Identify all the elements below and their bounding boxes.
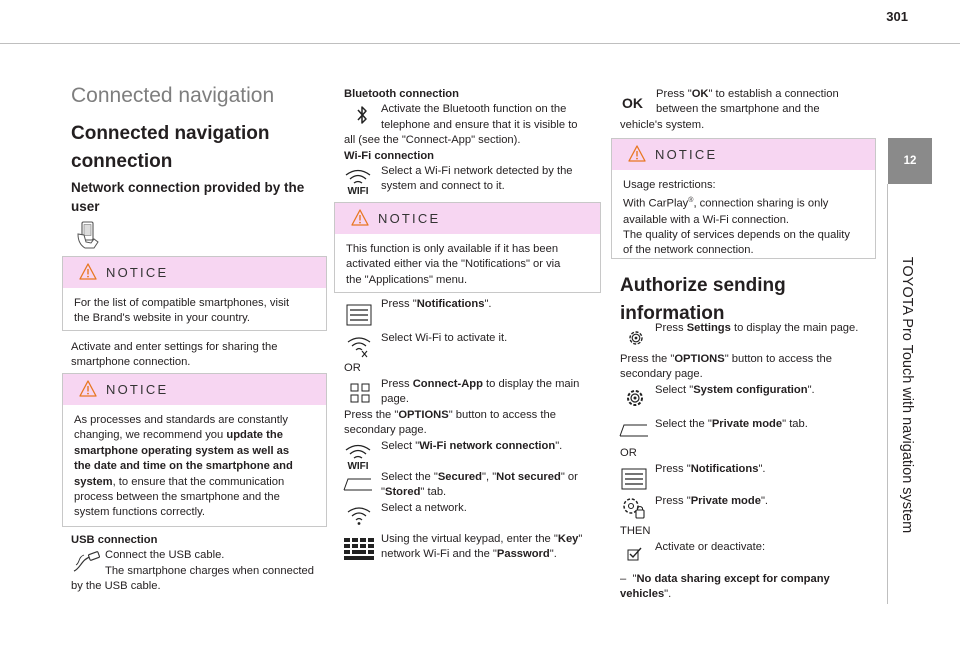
- wifi-heading: Wi-Fi connection: [344, 149, 435, 162]
- bold-text: Secured: [437, 471, 482, 483]
- section-title: Connected navigation: [71, 84, 275, 107]
- text: Press ": [381, 298, 417, 310]
- text: " or: [560, 471, 578, 483]
- sharing-paragraph: [71, 340, 331, 371]
- bold-text: Key: [557, 533, 579, 545]
- usb-cable-icon: [72, 551, 102, 573]
- notice-compatible-phones: [62, 256, 327, 331]
- private-mode-tab-icon: [619, 423, 649, 437]
- notice-line: [74, 444, 315, 459]
- bluetooth-section: [344, 87, 606, 195]
- bold-text: Password: [496, 548, 550, 561]
- text: ".: [760, 495, 769, 507]
- text: ".: [555, 439, 563, 452]
- bt-line: telephone and ensure that it is visible to: [381, 118, 578, 131]
- step-connect-app: [381, 377, 579, 408]
- wifi-icon: [343, 167, 373, 195]
- or-label: OR: [620, 447, 637, 459]
- connect-app-icon: [350, 383, 370, 403]
- step-ok: [620, 87, 882, 133]
- text: " to establish a connection: [708, 88, 839, 100]
- text: Select ": [655, 383, 694, 396]
- warning-icon: [79, 263, 97, 280]
- notice-body: [63, 405, 326, 529]
- chapter-tab[interactable]: 12: [888, 138, 932, 184]
- chapter-side-title: TOYOTA Pro Touch with navigation system: [899, 256, 915, 534]
- notice-line: available with a Wi-Fi connection.: [623, 213, 790, 226]
- notice-line: [74, 459, 315, 474]
- text: ": [632, 573, 637, 585]
- text: ".: [549, 548, 557, 561]
- system-config-gear-icon: [623, 387, 647, 409]
- notifications-icon: [621, 468, 647, 490]
- step-activate: Activate or deactivate:: [655, 541, 766, 553]
- bold-text: Stored: [384, 486, 421, 499]
- registered-mark: ®: [688, 197, 694, 205]
- text: secondary page.: [344, 424, 427, 437]
- text: With CarPlay: [623, 198, 689, 211]
- bold-text: update the: [226, 429, 283, 442]
- notice-line: the "Applications" menu.: [346, 273, 468, 286]
- notice-usage-restrictions: [611, 138, 876, 259]
- notice-body: [63, 288, 326, 335]
- notice-function-availability: [334, 202, 601, 293]
- bold-text: OPTIONS: [398, 409, 449, 421]
- bold-text: System configuration: [693, 383, 808, 396]
- subheading-line2: user: [71, 199, 100, 214]
- text: to display the main page.: [730, 322, 859, 334]
- text: " tab.: [420, 486, 447, 499]
- bold-text: Private mode: [690, 495, 761, 507]
- keypad-icon: [344, 538, 374, 560]
- dash: –: [620, 573, 627, 585]
- wifi-line: Select a Wi-Fi network detected by the: [381, 165, 573, 178]
- notice-line: process between the smartphone and the: [74, 491, 280, 504]
- notice-line: The quality of services depends on the quality: [623, 228, 850, 241]
- bold-text: OK: [691, 88, 709, 100]
- text: network Wi-Fi and the ": [381, 548, 497, 561]
- text: vehicle's system.: [620, 118, 705, 131]
- text: Select the ": [655, 418, 712, 430]
- text: " button to access the: [448, 409, 556, 421]
- private-mode-icon: [621, 496, 647, 520]
- tab-icon: [343, 477, 373, 491]
- bluetooth-heading: Bluetooth connection: [344, 88, 459, 100]
- text: secondary page.: [620, 368, 703, 381]
- notice-update-system: [62, 373, 327, 527]
- bluetooth-icon: [355, 105, 369, 125]
- text: ".: [758, 463, 766, 475]
- text: to display the main: [482, 378, 580, 390]
- text: changing, we recommend you: [74, 429, 227, 442]
- text: Press the ": [620, 353, 675, 365]
- subsection-title-line2: connection: [71, 151, 173, 172]
- smartphone-hand-icon: [74, 220, 104, 250]
- notice-line: system functions correctly.: [74, 506, 205, 519]
- notice-line: of the network connection.: [623, 244, 754, 257]
- bold-text: No data sharing except for company: [636, 573, 830, 585]
- notice-header: [63, 257, 326, 288]
- step-options: [344, 408, 606, 454]
- warning-icon: [79, 380, 97, 397]
- para-line: Activate and enter settings for sharing the: [71, 341, 278, 353]
- usb-section: [71, 533, 333, 595]
- notice-line: As processes and standards are constantly: [74, 414, 288, 426]
- text: Press: [655, 322, 687, 334]
- text: Select ": [381, 439, 420, 452]
- warning-icon: [351, 209, 369, 226]
- subsection-title-line1: Connected navigation: [71, 123, 270, 144]
- notice-title: NOTICE: [655, 147, 718, 162]
- step-select-wifi: Select Wi-Fi to activate it.: [381, 332, 508, 344]
- bold-text: OPTIONS: [674, 353, 725, 365]
- wifi-network-icon: [343, 442, 373, 470]
- text: Press ": [655, 495, 691, 507]
- notice-header: [63, 374, 326, 405]
- authorize-title: [620, 272, 786, 328]
- title-line: information: [620, 303, 725, 324]
- bold-text: Connect-App: [412, 378, 483, 390]
- notice-line: For the list of compatible smartphones, visit: [74, 297, 290, 309]
- step-private-mode: [655, 494, 768, 509]
- text: Select the ": [381, 471, 438, 483]
- warning-icon: [628, 145, 646, 162]
- notice-title: NOTICE: [378, 211, 441, 226]
- bold-text: Notifications: [690, 463, 759, 475]
- notice-line: the Brand's website in your country.: [74, 312, 251, 325]
- or-label: OR: [344, 362, 361, 374]
- checkbox-icon: [627, 547, 643, 561]
- bt-line: all (see the "Connect-App" section).: [344, 134, 521, 147]
- subsection-title: [71, 120, 269, 176]
- usb-line: by the USB cable.: [71, 580, 161, 593]
- text: Press ": [656, 88, 692, 100]
- network-subheading: [71, 178, 304, 216]
- step-notifications: [381, 297, 492, 312]
- text: between the smartphone and the: [656, 103, 820, 116]
- text: Press ": [655, 463, 691, 475]
- text: ".: [807, 383, 815, 396]
- notice-body: [612, 170, 875, 267]
- bold-text: smartphone operating system as well as: [74, 444, 290, 457]
- bold-text: Wi-Fi network connection: [419, 439, 556, 452]
- notice-body: [335, 234, 600, 296]
- text: Press: [381, 378, 413, 390]
- text: , connection sharing is only: [693, 198, 829, 211]
- chapter-rule: [887, 184, 888, 604]
- text: Using the virtual keypad, enter the ": [381, 533, 558, 545]
- wifi-select-icon: [346, 506, 372, 526]
- no-data-sharing-option: [620, 572, 882, 603]
- notice-line: [74, 475, 315, 490]
- notice-header: [335, 203, 600, 234]
- text: ": [578, 533, 583, 545]
- text: " button to access the: [724, 353, 832, 365]
- notifications-icon: [346, 304, 372, 326]
- step-options-2: [620, 352, 882, 398]
- bt-line: Activate the Bluetooth function on the: [381, 103, 567, 116]
- usb-heading: USB connection: [71, 534, 158, 546]
- step-select-tab: [381, 470, 578, 516]
- notice-title: NOTICE: [106, 382, 169, 397]
- text: Select a network.: [381, 501, 467, 514]
- notice-line: This function is only available if it has been: [346, 243, 559, 255]
- notice-line: [74, 428, 315, 443]
- notice-title: NOTICE: [106, 265, 169, 280]
- subheading-line1: Network connection provided by the: [71, 180, 305, 195]
- notice-line: activated either via the "Notifications" or via: [346, 258, 561, 271]
- wifi-line: system and connect to it.: [381, 180, 505, 193]
- bold-text: Settings: [686, 322, 731, 334]
- bold-text: the date and time on the smartphone and: [74, 460, 293, 473]
- usb-line: The smartphone charges when connected: [105, 564, 314, 577]
- text: " tab.: [782, 418, 808, 430]
- ok-icon: OK: [622, 95, 643, 111]
- step-settings: [655, 321, 858, 336]
- text: ": [381, 486, 385, 499]
- then-label: THEN: [620, 525, 651, 537]
- notice-line: Usage restrictions:: [623, 179, 716, 191]
- step-keypad: [381, 532, 582, 563]
- usb-line: Connect the USB cable.: [105, 549, 225, 562]
- page-number: 301: [886, 9, 908, 24]
- para-line: smartphone connection.: [71, 356, 191, 369]
- bold-text: system: [74, 475, 113, 488]
- text: Press the ": [344, 409, 399, 421]
- text: ".: [664, 588, 672, 601]
- notice-line: [623, 193, 864, 212]
- step-notifications-2: [655, 462, 766, 477]
- top-rule: [0, 43, 960, 44]
- bold-text: vehicles: [620, 588, 665, 601]
- bold-text: Private mode: [711, 418, 783, 430]
- text: page.: [381, 393, 409, 406]
- text: ", ": [482, 471, 497, 483]
- settings-gear-icon: [625, 327, 647, 349]
- bold-text: Notifications: [416, 298, 485, 310]
- title-line: Authorize sending: [620, 275, 786, 296]
- svg-text:WIFI: WIFI: [347, 186, 369, 195]
- bold-text: Not secured: [496, 471, 561, 483]
- text: , to ensure that the communication: [112, 475, 285, 488]
- text: ".: [484, 298, 492, 310]
- step-private-tab: [655, 417, 808, 432]
- notice-header: [612, 139, 875, 170]
- wifi-off-icon: [346, 336, 372, 358]
- svg-text:WIFI: WIFI: [347, 461, 369, 470]
